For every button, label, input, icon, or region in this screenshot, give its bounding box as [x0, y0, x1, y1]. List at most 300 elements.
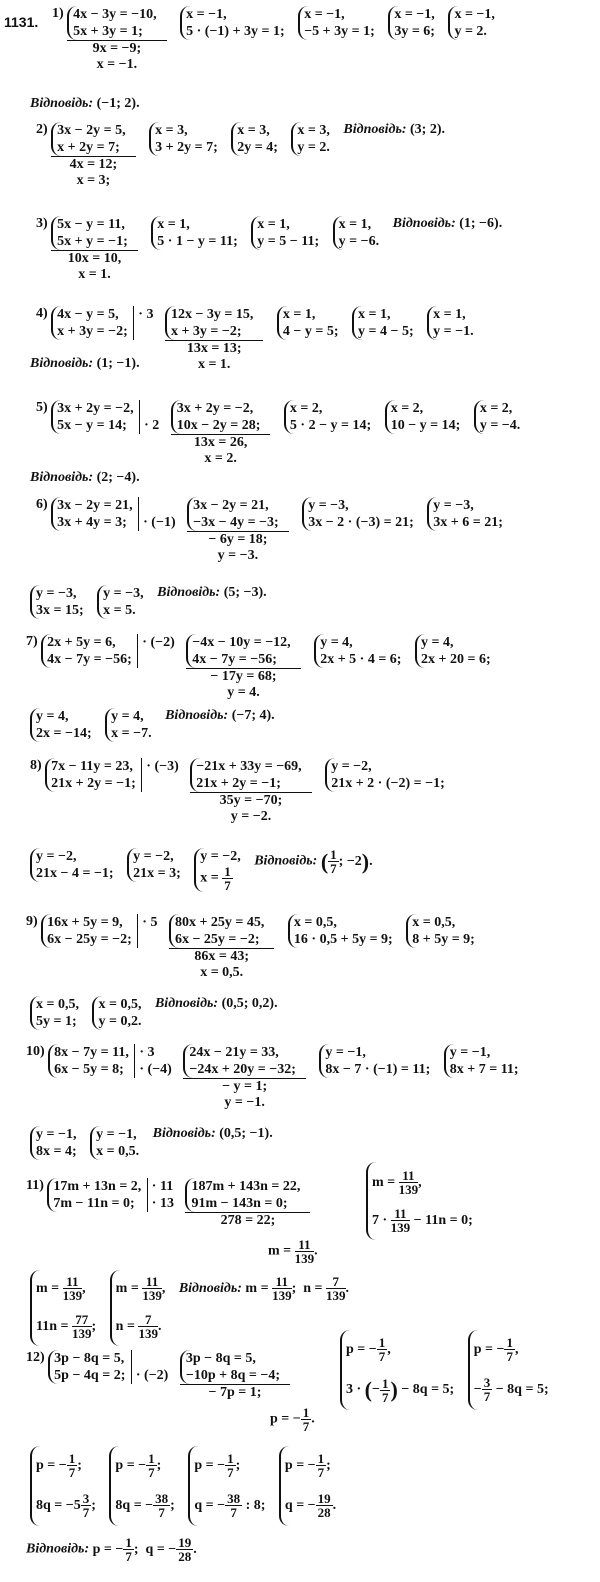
item-12	[26, 1350, 300, 1401]
multiplier	[147, 1178, 174, 1212]
equation-block	[187, 497, 289, 564]
math-text: Відповідь:	[30, 356, 94, 371]
math-text: 10x = 10,	[67, 251, 122, 266]
math-text: 7	[82, 1505, 90, 1521]
math-text: −5 + 3y = 1;	[304, 24, 375, 39]
item-2	[36, 122, 445, 189]
math-text: 38	[155, 1491, 169, 1507]
math-text	[136, 1350, 168, 1367]
math-text: 139	[326, 1288, 346, 1304]
math-text: (−7; 4).	[231, 708, 275, 723]
math-text: (3; 2).	[410, 122, 445, 137]
math-text: 21x + 2y = −1;	[196, 776, 281, 791]
equation-block	[149, 122, 218, 156]
math-text: 5x − y = 11,	[57, 217, 125, 232]
math-text: p = −	[194, 1458, 226, 1473]
math-text: m =	[372, 1175, 396, 1190]
math-text: 17m + 13n = 2,	[53, 1179, 142, 1194]
fraction	[326, 1275, 346, 1302]
fraction	[391, 1207, 411, 1234]
math-text: 3x − 2 · (−3) = 21;	[308, 515, 414, 530]
math-text	[138, 323, 153, 340]
equation-block: p = − $\frac{1}{7}$ ; q = − $\frac{38}{7}$ : 8;	[188, 1446, 265, 1526]
equation-block	[127, 848, 181, 882]
math-text: y = 4,	[420, 635, 454, 650]
math-text: 9x = −9;	[92, 41, 142, 56]
math-text: − y = 1;	[222, 1079, 268, 1094]
math-text: 139	[390, 1220, 411, 1236]
math-text	[142, 931, 157, 948]
math-text: x = −1,	[454, 7, 495, 22]
equation-block	[180, 1350, 290, 1401]
math-text: 187m + 143n = 22,	[191, 1179, 301, 1194]
math-text: 139	[72, 1326, 92, 1342]
item-9-cont	[30, 996, 278, 1030]
math-text: 1	[381, 1375, 389, 1391]
math-text: 86x = 43;	[194, 949, 249, 964]
math-text: 7x − 11y = 23,	[51, 759, 133, 774]
equation-block	[153, 1126, 273, 1141]
multiplier	[139, 400, 159, 434]
math-text: y = 4,	[111, 709, 144, 724]
math-text: Відповідь:	[392, 216, 456, 231]
fraction	[142, 1275, 162, 1302]
item-7-cont	[30, 708, 275, 742]
math-text: x = 0,5.	[96, 1144, 140, 1159]
math-text: −21x + 33y = −69,	[196, 759, 302, 774]
math-text: 8x − 7y = 11,	[54, 1045, 129, 1060]
math-text: 1	[68, 1451, 76, 1467]
equation-block	[352, 306, 414, 340]
math-text: · (−3)	[146, 759, 179, 774]
fraction	[377, 1336, 388, 1363]
fraction	[482, 1376, 493, 1403]
math-text: 28	[178, 1549, 192, 1564]
math-text: · (−2)	[135, 1368, 169, 1383]
math-text: − 6y = 18;	[208, 532, 268, 547]
math-text: 7	[483, 1389, 491, 1405]
math-text: 4)	[36, 306, 48, 321]
math-text: 3x + 6 = 21;	[433, 515, 503, 530]
item-5	[36, 400, 530, 467]
math-text: 139	[294, 1251, 315, 1266]
math-text: 3x + 2y = −2,	[176, 401, 254, 416]
math-text: 8q = −	[115, 1498, 154, 1513]
math-text: 1	[506, 1335, 513, 1351]
equation-block: m = $\frac{11}{139}$ , 7 · $\frac{11}{139}$ − 11n = 0;	[366, 1162, 473, 1240]
math-text: 7	[125, 1549, 132, 1564]
equation-block	[231, 122, 278, 156]
fraction	[176, 1536, 193, 1563]
math-text: 4 − y = 5;	[282, 324, 339, 339]
math-text: 3 + 2y = 7;	[155, 140, 218, 155]
elim-system	[67, 6, 166, 73]
math-text: 278 = 22;	[220, 1213, 276, 1228]
math-text: x = 0,5,	[412, 915, 456, 930]
equation-block	[314, 634, 401, 668]
math-text: x = 2,	[479, 401, 513, 416]
math-text: 5 · (−1) + 3y = 1;	[186, 24, 285, 39]
math-text: x = 3;	[76, 173, 111, 188]
math-text: p = −	[92, 1541, 124, 1557]
math-text: 7m − 11n = 0;	[53, 1196, 135, 1211]
answer-5	[30, 470, 140, 486]
fraction	[272, 1275, 292, 1302]
math-text: 21x + 2 · (−2) = −1;	[331, 776, 445, 791]
equation-block	[41, 634, 132, 668]
equation-block	[47, 1178, 141, 1212]
item-12-sub	[340, 1330, 559, 1410]
math-text: (2; −4).	[96, 470, 140, 485]
math-text: x = −1,	[304, 7, 345, 22]
fraction	[72, 1313, 92, 1340]
math-text: 10 − y = 14;	[390, 418, 461, 433]
math-text: x = 2,	[289, 401, 323, 416]
math-text: 6x − 5y = 8;	[54, 1062, 124, 1077]
equation-block	[194, 848, 240, 892]
math-text: x = 1.	[197, 357, 231, 372]
math-text: 139	[142, 1288, 162, 1304]
equation-block: p = − $\frac{1}{7}$ ; 8q = − $\frac{38}{7}$ ;	[109, 1446, 174, 1526]
equation-block: Відповідь: ( $\frac{1}{7}$ ; −2).	[254, 847, 373, 876]
math-text: 12)	[26, 1350, 45, 1365]
fraction	[504, 1336, 515, 1363]
multiplier	[133, 306, 153, 340]
equation-block	[151, 216, 238, 250]
fraction	[138, 1313, 158, 1340]
math-text: x = 3,	[297, 123, 330, 138]
equation-block	[165, 306, 263, 373]
math-text: 16 · 0,5 + 5y = 9;	[293, 932, 393, 947]
answer-1	[30, 96, 140, 112]
answer-12: Відповідь: p = − $\frac{1}{7}$ ; q = − $\frac{19}{28}$ .	[26, 1535, 197, 1564]
math-text: 2x + 20 = 6;	[420, 652, 491, 667]
math-text: −3x − 4y = −3;	[193, 515, 279, 530]
math-text: y = −1.	[224, 1095, 265, 1110]
equation-block	[288, 914, 393, 948]
math-text: x = 0,5,	[36, 997, 79, 1012]
math-text: 7	[230, 1505, 237, 1521]
math-text: · (−1)	[143, 515, 176, 530]
equation-block	[251, 216, 319, 250]
item-12-p-result: p = − $\frac{1}{7}$ .	[270, 1405, 315, 1434]
fraction	[316, 1452, 327, 1479]
math-text: 7	[138, 1313, 158, 1327]
math-text: 11	[142, 1275, 162, 1289]
equation-block	[186, 634, 300, 701]
math-text: −	[473, 1382, 482, 1397]
math-text	[143, 497, 175, 514]
equation-block	[302, 497, 414, 531]
math-text: 7	[158, 1505, 165, 1521]
math-text: m =	[36, 1281, 60, 1296]
math-text: −24x + 20y = −32;	[189, 1062, 296, 1077]
math-text: 8x = 4;	[36, 1144, 77, 1159]
math-text: 3x = 15;	[36, 603, 84, 618]
multiplier	[137, 634, 174, 668]
math-text: 7	[227, 1465, 234, 1481]
math-text: : 8;	[245, 1498, 266, 1513]
math-text: Відповідь:	[157, 585, 221, 600]
equation-block	[90, 1126, 139, 1160]
math-text: Відповідь:	[30, 96, 94, 111]
math-text: y = −3,	[308, 498, 349, 513]
math-text: 7	[378, 1349, 386, 1365]
math-text: x = 0,5,	[293, 915, 337, 930]
multiplier	[137, 914, 157, 948]
math-text: 12x − 3y = 15,	[170, 307, 254, 322]
math-text: x = 1,	[282, 307, 316, 322]
math-text: q = −	[284, 1498, 316, 1513]
math-text: y = 4.	[227, 685, 260, 700]
equation-block	[427, 306, 473, 340]
equation-block	[444, 1044, 519, 1078]
math-text: 3p − 8q = 5,	[54, 1351, 125, 1366]
math-text: y = −1,	[325, 1045, 366, 1060]
equation-block	[284, 400, 371, 434]
math-text: x = −7.	[111, 726, 152, 741]
math-text: 35y = −70;	[219, 793, 283, 808]
math-text: 28	[317, 1505, 331, 1521]
item-11-m-result: m = $\frac{11}{139}$ .	[268, 1237, 318, 1266]
math-text: 9)	[26, 914, 38, 929]
math-text: x + 3y = −2;	[57, 324, 128, 339]
equation-block: p = − $\frac{1}{7}$ , − $\frac{3}{7}$ − 8q = 5;	[468, 1330, 549, 1410]
math-text: 6x − 25y = −2;	[174, 932, 260, 947]
sub-system	[180, 6, 285, 40]
math-text: y = −1,	[96, 1127, 137, 1142]
equation-block	[48, 1044, 129, 1078]
math-text: q = −	[145, 1541, 177, 1557]
math-text	[142, 651, 174, 668]
math-text: x + 2y = 7;	[57, 140, 120, 155]
math-text: m =	[245, 1281, 269, 1296]
math-text: p = −	[473, 1342, 505, 1357]
math-text: (1; −1).	[96, 356, 140, 371]
math-text: x = 2,	[390, 401, 424, 416]
math-text: y = −2,	[133, 849, 174, 864]
equation-block	[51, 497, 132, 531]
math-text: n =	[303, 1281, 323, 1296]
equation-block	[92, 996, 141, 1030]
math-text: x = 3,	[155, 123, 188, 138]
math-text: 3)	[36, 216, 48, 231]
math-text: 7	[326, 1275, 346, 1289]
math-text: 77	[72, 1313, 92, 1327]
equation-block	[183, 1044, 296, 1078]
math-text: Відповідь:	[152, 1126, 216, 1141]
math-text: y = −6.	[338, 234, 380, 249]
math-text: 1	[330, 847, 337, 862]
math-text: p = −	[284, 1458, 316, 1473]
equation-block	[190, 758, 301, 792]
math-text: 6x − 25y = −2;	[47, 932, 132, 947]
equation-block	[325, 758, 445, 792]
math-text: 21x − 4 = −1;	[36, 866, 114, 881]
math-text: x = 1,	[433, 307, 466, 322]
equation-block	[165, 306, 253, 340]
equation-block	[41, 914, 132, 948]
fraction	[63, 1275, 83, 1302]
math-text: · 11	[151, 1179, 174, 1194]
math-text: x = 3,	[237, 123, 270, 138]
item-9	[26, 914, 485, 981]
fraction	[225, 1452, 236, 1479]
equation-block	[155, 996, 278, 1011]
math-text: ; −2	[338, 853, 362, 869]
sub-system	[298, 6, 375, 40]
equation-block	[183, 1044, 306, 1111]
math-text: 21x + 2y = −1;	[51, 776, 136, 791]
math-text: 7)	[26, 634, 38, 649]
math-text: x = 1,	[257, 217, 290, 232]
math-text: y = 4,	[36, 709, 69, 724]
math-text: y = −3,	[103, 586, 144, 601]
math-text: 11n =	[36, 1319, 69, 1334]
math-text: 4x − y = 5,	[57, 307, 119, 322]
math-text: 3x − 2y = 5,	[57, 123, 126, 138]
math-text: · (−4)	[139, 1062, 172, 1077]
math-text: 8x − 7 · (−1) = 11;	[325, 1062, 431, 1077]
math-text: (5; −3).	[223, 585, 267, 600]
math-text: · (−2)	[142, 635, 175, 650]
math-text: 5x + y = −1;	[57, 234, 128, 249]
item-8-cont	[30, 848, 373, 892]
equation-block	[30, 585, 84, 619]
math-text: x = 0,5.	[200, 965, 244, 980]
math-text	[146, 775, 178, 792]
math-text: 6)	[36, 497, 48, 512]
math-text: x = −1.	[96, 57, 138, 72]
equation-block	[30, 996, 79, 1030]
math-text: y = −2.	[230, 809, 272, 824]
multiplier	[141, 758, 178, 792]
equation-block	[105, 708, 151, 742]
math-text: y = −3,	[36, 586, 77, 601]
equation-block	[30, 708, 92, 742]
item-12-cont	[30, 1446, 346, 1526]
math-text: x = 1.	[78, 267, 111, 282]
math-text: (1; −6).	[459, 216, 503, 231]
equation-block	[169, 914, 264, 948]
item-label: 1)	[52, 6, 64, 21]
math-text: 3p − 8q = 5,	[185, 1351, 256, 1366]
equation-block	[51, 216, 138, 283]
math-text: 139	[62, 1288, 83, 1304]
math-text: y = −2,	[200, 849, 241, 864]
math-text: 4x − 7y = −56;	[47, 652, 132, 667]
math-text: −4x − 10y = −12,	[192, 635, 291, 650]
math-text: x = 5.	[103, 603, 136, 618]
math-text: 7	[317, 1465, 325, 1481]
math-text: 2)	[36, 122, 48, 137]
fraction	[146, 1452, 157, 1479]
equation-block	[291, 122, 329, 156]
math-text: n =	[115, 1319, 135, 1334]
math-text: 3	[82, 1491, 90, 1507]
equation-block	[51, 122, 135, 189]
math-text: 8)	[30, 758, 42, 773]
math-text: − 7p = 1;	[208, 1385, 262, 1400]
equation-block	[157, 585, 267, 600]
math-text: 7	[330, 861, 337, 876]
multiplier	[134, 1044, 171, 1078]
math-text: y = −2,	[36, 849, 77, 864]
equation-block	[333, 216, 379, 250]
fraction	[399, 1169, 419, 1196]
math-text: 3x − 2y = 21,	[57, 498, 133, 513]
math-text: 24x − 21y = 33,	[189, 1045, 279, 1060]
equation-block	[185, 1178, 310, 1229]
math-text: 3x − 2y = 21,	[193, 498, 269, 513]
math-text: Відповідь:	[254, 853, 318, 869]
fraction	[222, 865, 233, 892]
math-text: 80x + 25y = 45,	[174, 915, 265, 930]
math-text: 1	[227, 1451, 234, 1467]
math-text: 139	[398, 1182, 419, 1198]
math-text: x + 3y = −2;	[170, 324, 242, 339]
math-text: 7 ·	[372, 1213, 388, 1228]
math-text: x =	[200, 870, 219, 886]
equation-block	[51, 400, 133, 434]
math-text: 4x = 12;	[69, 157, 118, 172]
math-text: · 5	[142, 915, 158, 930]
fraction	[328, 848, 339, 875]
math-text: y = −3,	[433, 498, 474, 513]
math-text: m =	[268, 1243, 292, 1259]
math-text: (0,5; −1).	[219, 1126, 273, 1141]
math-text: 11	[63, 1275, 83, 1289]
math-text: 1	[378, 1335, 386, 1351]
math-text: 5x − y = 14;	[57, 418, 127, 433]
math-text: 5x + 3y = 1;	[73, 24, 143, 39]
math-text: y = 0,2.	[98, 1014, 142, 1029]
answer-4	[30, 356, 140, 372]
math-text: 5)	[36, 400, 48, 415]
math-text: − 11n = 0;	[413, 1213, 473, 1228]
equation-block	[186, 634, 290, 668]
math-text: (0,5; 0,2).	[221, 996, 278, 1011]
math-text: p = −	[346, 1342, 377, 1357]
math-text: 38	[227, 1491, 241, 1507]
item-1	[52, 6, 505, 73]
math-text: 7	[224, 878, 231, 893]
math-text: 2x = −14;	[36, 726, 92, 741]
math-text: x = 2.	[204, 451, 237, 466]
math-text: 11	[272, 1275, 292, 1289]
equation-block	[427, 497, 503, 531]
math-text: x = 1,	[358, 307, 391, 322]
equation-block	[187, 497, 279, 531]
math-text: 5 · 1 − y = 11;	[157, 234, 238, 249]
math-text: 11	[391, 1207, 411, 1221]
math-text: p = −	[270, 1411, 301, 1427]
math-text: q = −	[194, 1498, 226, 1513]
math-text: y = 5 − 11;	[257, 234, 320, 249]
math-text: 1	[302, 1405, 310, 1420]
equation-block	[48, 1350, 125, 1384]
fraction	[153, 1492, 170, 1519]
problem-number: 1131.	[4, 14, 39, 30]
math-text: 2x + 5y = 6,	[47, 635, 116, 650]
math-text: y = 2.	[454, 24, 487, 39]
math-text: 11	[295, 1238, 315, 1252]
math-text: y = 4,	[320, 635, 353, 650]
equation-block	[171, 400, 261, 434]
math-text: 2y = 4;	[237, 140, 278, 155]
math-text: x = 0,5,	[98, 997, 142, 1012]
equation-block	[67, 6, 156, 40]
